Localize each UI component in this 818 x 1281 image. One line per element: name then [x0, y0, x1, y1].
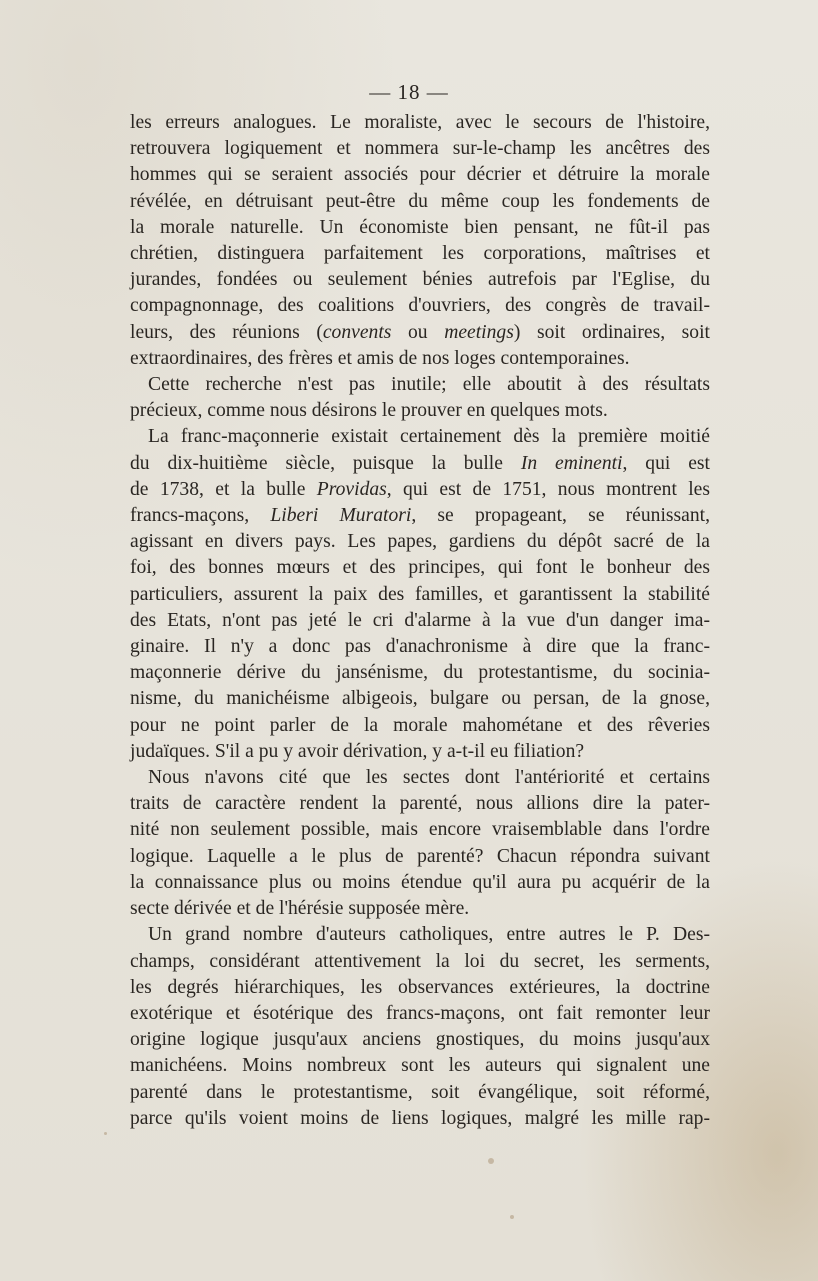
text-line: jurandes, fondées ou seulement bénies autrefois par l'Eglise, du	[130, 269, 710, 291]
text-line: retrouvera logiquement et nommera sur-le-champ les ancêtres des	[130, 138, 710, 160]
text-line: extraordinaires, des frères et amis de nos loges contemporaines.	[130, 347, 630, 369]
text-line: compagnonnage, des coalitions d'ouvriers, des congrès de travail-	[130, 295, 710, 317]
text-line: la connaissance plus ou moins étendue qu'il aura pu acquérir de la	[130, 871, 710, 893]
text-line: La franc-maçonnerie existait certainement dès la première moitié	[148, 426, 710, 448]
text-line: logique. Laquelle a le plus de parenté? Chacun répondra suivant	[130, 845, 710, 867]
text-line: champs, considérant attentivement la loi du secret, les serments,	[130, 950, 710, 972]
text-line: ginaire. Il n'y a donc pas d'anachronisme à dire que la franc-	[130, 636, 710, 658]
page-number: — 18 —	[369, 80, 449, 104]
text-line: précieux, comme nous désirons le prouver en quelques mots.	[130, 400, 608, 422]
text-line: judaïques. S'il a pu y avoir dérivation, y a-t-il eu filiation?	[130, 740, 585, 762]
text-line: du dix-huitième siècle, puisque la bulle In eminenti, qui est	[130, 452, 710, 474]
text-line: Nous n'avons cité que les sectes dont l'antériorité et certains	[148, 767, 710, 789]
text-line: hommes qui se seraient associés pour décrier et détruire la morale	[130, 164, 710, 186]
foxing-stain	[510, 1215, 514, 1219]
text-line: la morale naturelle. Un économiste bien pensant, ne fût-il pas	[130, 216, 710, 238]
text-line: nisme, du manichéisme albigeois, bulgare ou persan, de la gnose,	[130, 688, 710, 710]
text-line: particuliers, assurent la paix des familles, et garantissent la stabilité	[130, 583, 710, 605]
text-line: parce qu'ils voient moins de liens logiques, malgré les mille rap-	[130, 1107, 710, 1129]
text-line: foi, des bonnes mœurs et des principes, qui font le bonheur des	[130, 557, 710, 579]
text-line: origine logique jusqu'aux anciens gnostiques, du moins jusqu'aux	[130, 1029, 710, 1051]
text-line: leurs, des réunions (convents ou meetings) soit ordinaires, soit	[130, 321, 710, 343]
text-line: manichéens. Moins nombreux sont les auteurs qui signalent une	[130, 1055, 710, 1077]
text-line: maçonnerie dérive du jansénisme, du protestantisme, du sociniа-	[130, 662, 710, 684]
text-line: des Etats, n'ont pas jeté le cri d'alarme à la vue d'un danger ima-	[130, 609, 710, 631]
text-line: traits de caractère rendent la parenté, nous allions dire la pater-	[130, 793, 710, 815]
text-line: chrétien, distinguera parfaitement les corporations, maîtrises et	[130, 243, 710, 265]
text-line: Cette recherche n'est pas inutile; elle aboutit à des résultats	[148, 374, 710, 396]
text-line: parenté dans le protestantisme, soit évangélique, soit réformé,	[130, 1081, 710, 1103]
foxing-stain	[104, 1132, 107, 1135]
text-line: exotérique et ésotérique des francs-maçons, ont fait remonter leur	[130, 1002, 710, 1024]
text-line: révélée, en détruisant peut-être du même coup les fondements de	[130, 190, 710, 212]
text-line: secte dérivée et de l'hérésie supposée mère.	[130, 898, 470, 920]
text-line: Un grand nombre d'auteurs catholiques, entre autres le P. Des-	[148, 924, 710, 946]
text-line: de 1738, et la bulle Providas, qui est de 1751, nous montrent les	[130, 478, 711, 500]
text-line: agissant en divers pays. Les papes, gardiens du dépôt sacré de la	[130, 531, 710, 553]
text-line: les degrés hiérarchiques, les observances extérieures, la doctrine	[130, 976, 710, 998]
body-text	[130, 110, 710, 1132]
text-line: pour ne point parler de la morale mahométane et des rêveries	[130, 714, 710, 736]
text-line: les erreurs analogues. Le moraliste, avec le secours de l'histoire,	[130, 112, 710, 133]
foxing-stain	[488, 1158, 494, 1164]
text-line: nité non seulement possible, mais encore vraisemblable dans l'ordre	[130, 819, 710, 841]
text-line: francs-maçons, Liberi Muratori, se propageant, se réunissant,	[130, 505, 710, 527]
